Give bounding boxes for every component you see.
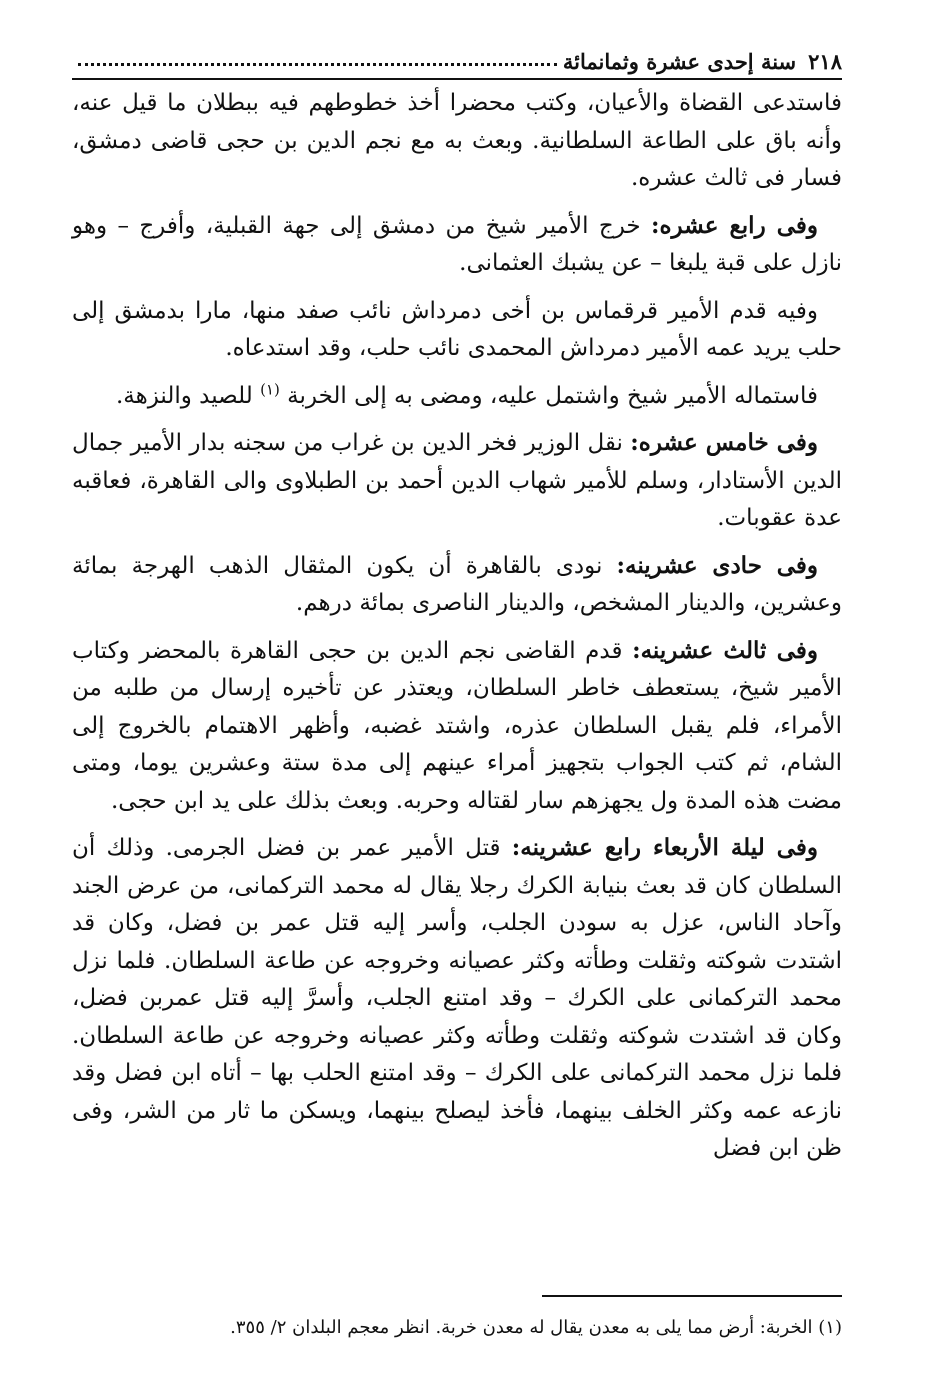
footnote: (١) الخربة: أرض مما يلى به معدن يقال له معدن خربة. انظر معجم البلدان ٢/ ٣٥٥.: [230, 1317, 842, 1338]
header-dot-leader: [78, 63, 557, 66]
paragraph-lead: وفى رابع عشره:: [651, 211, 818, 239]
paragraph-text: وفيه قدم الأمير قرقماس بن أخى دمرداش نائب صفد منها، مارا بدمشق إلى حلب يريد عمه الأمير دمرداش المحمدى نائب حلب، وقد استدعاه.: [72, 297, 842, 361]
paragraph: [72, 829, 842, 1168]
footnote-reference[interactable]: (١): [260, 379, 280, 398]
paragraph: [72, 207, 842, 283]
running-title: سنة إحدى عشرة وثمانمائة: [562, 49, 797, 74]
page-number: ٢١٨: [808, 49, 842, 74]
paragraph-lead: وفى ثالث عشرينه:: [632, 636, 818, 664]
paragraph: [72, 292, 842, 368]
paragraph: [72, 84, 842, 198]
footnote-separator: [542, 1295, 842, 1297]
book-page: [72, 30, 842, 1360]
paragraph: [72, 424, 842, 538]
paragraph: [72, 547, 842, 623]
paragraph-text: نقل الوزير فخر الدين بن غراب من سجنه بدار الأمير جمال الدين الأستادار، وسلم للأمير شهاب الدين أحمد بن الطبلاوى والى القاهرة، فعاقبه عدة عقوبات.: [72, 430, 842, 531]
paragraph-text: قتل الأمير عمر بن فضل الجرمى. وذلك أن السلطان كان قد بعث بنيابة الكرك رجلا يقال له محمد التركمانى، من عرض الجند وآحاد الناس، عزل به سودن الجلب، وأسر إليه قتل عمر بن فضل، وكان قد اشتدت شوكته وثقلت وطأته وكثر عصيانه وخروجه عن طاعة السلطان. فلما نزل محمد التركمانى على الكرك – وقد امتنع الجلب، وأسرَّ إليه قتل عمربن فضل، وكان قد اشتدت شوكته وثقلت وطأته وكثر عصيانه وخروجه عن طاعة السلطان. فلما نزل محمد التركمانى على الكرك – وقد امتنع الحلب بها – أتاه ابن فضل وقد نازعه عمه وكثر الخلف بينهما، فأخذ ليصلح بينهما، ويسكن ما ثار من الشر، وفى ظن ابن فضل: [72, 835, 842, 1161]
paragraph: [72, 377, 842, 416]
paragraph-text-after: للصيد والنزهة.: [115, 382, 261, 409]
paragraph-text: قدم القاضى نجم الدين بن حجى القاهرة بالمحضر وكتاب الأمير شيخ، يستعطف خاطر السلطان، ويعتذر عن تأخيره إرسال من طلبه من الأمراء، فلم يقبل السلطان عذره، واشتد غضبه، وأظهر الاهتمام بالخروج إلى الشام، ثم كتب الجواب بتجهيز أمراء عينهم إلى مدة ستة وعشرين يوما، ومتى مضت هذه المدة ول يجهزهم سار لقتاله وحربه. وبعث بذلك على يد ابن حجى.: [72, 637, 842, 814]
paragraph-text: نودى بالقاهرة أن يكون المثقال الذهب الهرجة بمائة وعشرين، والدينار المشخص، والدينار الناصرى بمائة درهم.: [72, 552, 842, 616]
paragraph-lead: وفى حادى عشرينه:: [616, 551, 819, 579]
paragraph-text: فاستدعى القضاة والأعيان، وكتب محضرا أخذ خطوطهم فيه ببطلان ما قيل عنه، وأنه باق على الطاعة السلطانية. وبعث به مع نجم الدين بن حجى قاضى دمشق، فسار فى ثالث عشره.: [72, 90, 842, 191]
paragraph-lead: وفى ليلة الأربعاء رابع عشرينه:: [511, 834, 818, 861]
body-text: [72, 84, 842, 1168]
paragraph-lead: وفى خامس عشره:: [630, 429, 818, 456]
paragraph-text: خرج الأمير شيخ من دمشق إلى جهة القبلية، وأفرج – وهو نازل على قبة يلبغا – عن يشبك العثمانى.: [72, 212, 842, 276]
page-header: [72, 30, 842, 80]
paragraph-text: فاستماله الأمير شيخ واشتمل عليه، ومضى به إلى الخربة: [287, 382, 818, 409]
paragraph: [72, 632, 842, 821]
